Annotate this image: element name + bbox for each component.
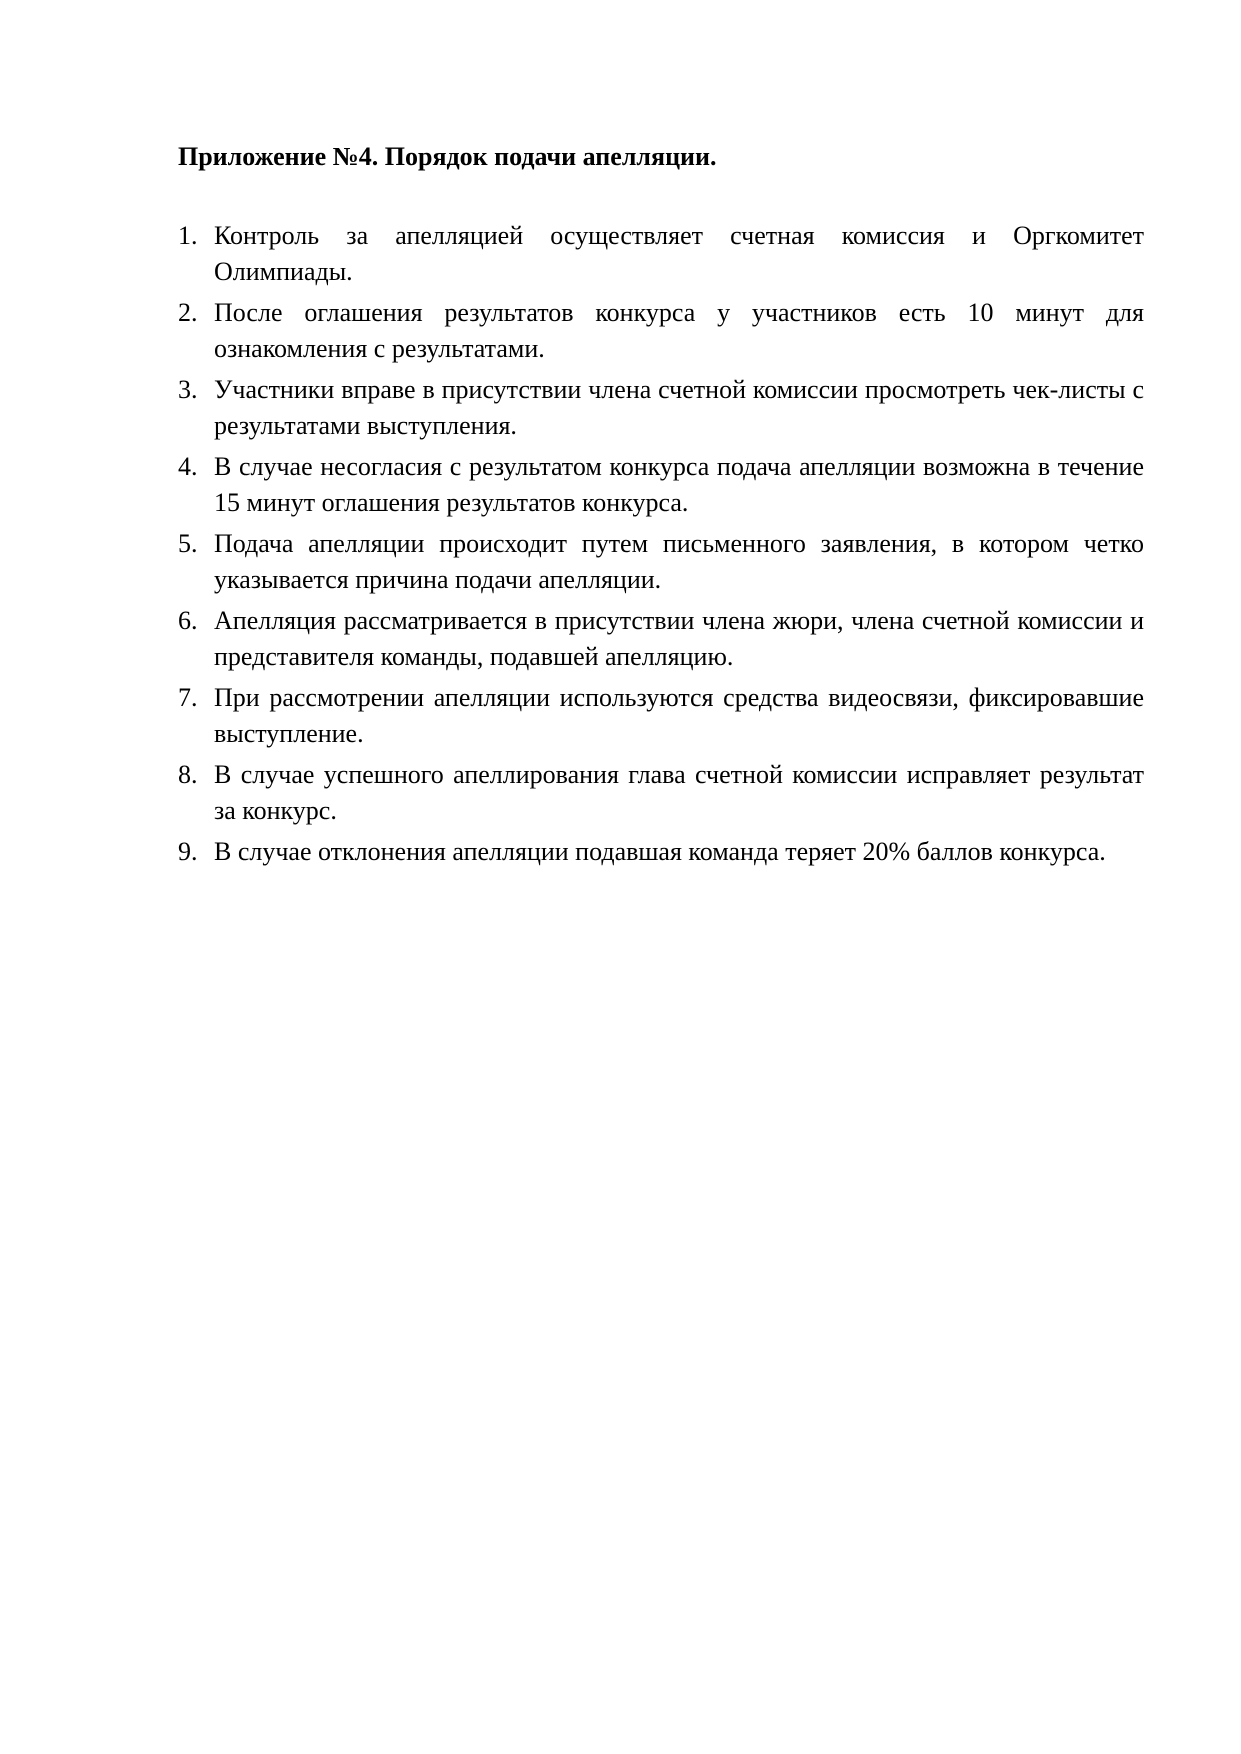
list-item [178, 757, 1144, 829]
item-number: 8. [178, 760, 198, 789]
item-text: В случае несогласия с результатом конкурса подача апелляции возможна в течение 15 минут оглашения результатов конкурса. [214, 452, 1144, 517]
item-number: 4. [178, 452, 198, 481]
list-item [178, 372, 1144, 444]
item-text: Участники вправе в присутствии члена счетной комиссии просмотреть чек-листы с результатами выступления. [214, 375, 1144, 440]
appeal-procedure-list [178, 218, 1144, 875]
list-item [178, 449, 1144, 521]
item-text: После оглашения результатов конкурса у участников есть 10 минут для ознакомления с результатами. [214, 298, 1144, 363]
item-text: В случае отклонения апелляции подавшая команда теряет 20% баллов конкурса. [214, 837, 1106, 866]
item-text: Контроль за апелляцией осуществляет счетная комиссия и Оргкомитет Олимпиады. [214, 221, 1144, 286]
item-text: В случае успешного апеллирования глава счетной комиссии исправляет результат за конкурс. [214, 760, 1144, 825]
item-text: При рассмотрении апелляции используются средства видеосвязи, фиксировавшие выступление. [214, 683, 1144, 748]
list-item [178, 295, 1144, 367]
item-number: 3. [178, 375, 198, 404]
item-number: 6. [178, 606, 198, 635]
item-number: 1. [178, 221, 198, 250]
list-item [178, 603, 1144, 675]
item-number: 7. [178, 683, 198, 712]
list-item [178, 526, 1144, 598]
document-title: Приложение №4. Порядок подачи апелляции. [178, 142, 717, 171]
item-number: 2. [178, 298, 198, 327]
list-item [178, 218, 1144, 290]
list-item [178, 680, 1144, 752]
item-text: Апелляция рассматривается в присутствии члена жюри, члена счетной комиссии и представителя команды, подавшей апелляцию. [214, 606, 1144, 671]
item-number: 9. [178, 837, 198, 866]
item-text: Подача апелляции происходит путем письменного заявления, в котором четко указывается причина подачи апелляции. [214, 529, 1144, 594]
item-number: 5. [178, 529, 198, 558]
list-item [178, 834, 1144, 870]
